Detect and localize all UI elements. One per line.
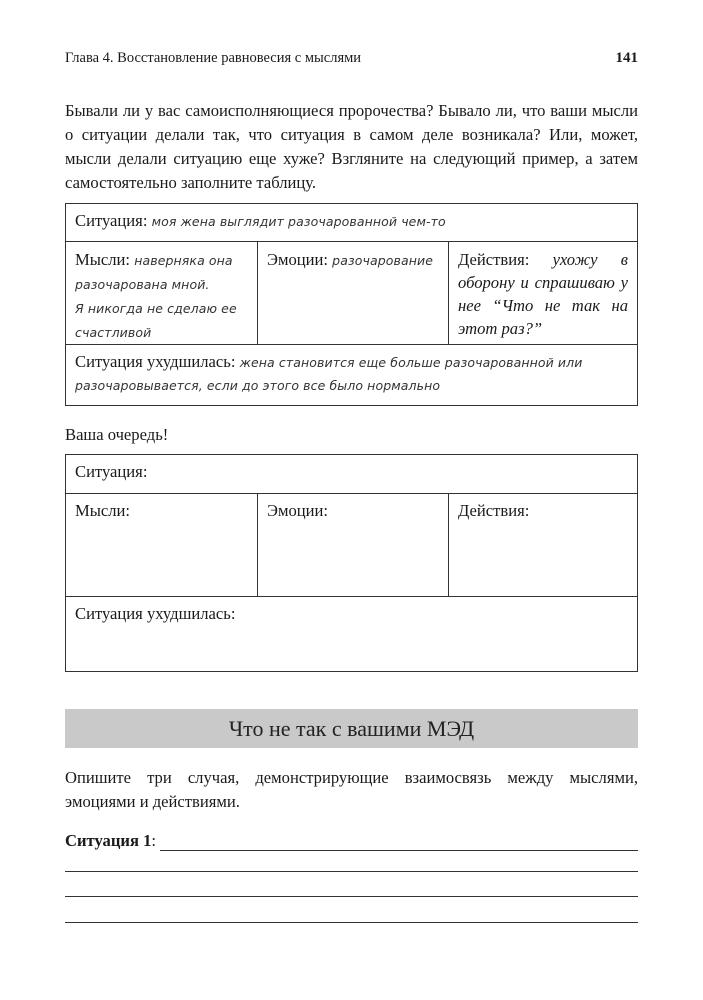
example-thoughts-value-2: Я никогда не сделаю ее счастливой — [75, 301, 237, 340]
example-situation-cell — [66, 204, 637, 241]
intro-paragraph: Бывали ли у вас самоисполняющиеся пророчества? Бывало ли, что ваши мысли о ситуации делали так, что ситуация в самом деле возникала? Или, может, мысли делали ситуацию еще хуже? Взгляните на следующий пример, а затем самостоятельно заполните таблицу. — [65, 101, 638, 192]
example-situation-value: моя жена выглядит разочарованной чем-то — [151, 214, 446, 229]
example-actions-cell — [448, 242, 637, 344]
blank-actions-cell — [448, 494, 637, 596]
blank-worse-cell — [66, 597, 637, 631]
section-title-banner: Что не так с вашими МЭД — [65, 709, 638, 748]
blank-situation-label: Ситуация: — [75, 462, 148, 481]
example-worse-cell — [66, 345, 637, 403]
example-emotions-value: разочарование — [332, 253, 434, 268]
situation-1-colon: : — [151, 831, 157, 850]
blank-situation-cell — [66, 455, 637, 493]
blank-actions-label: Действия: — [458, 501, 530, 520]
blank-thoughts-cell — [66, 494, 257, 596]
example-thoughts-value-1: наверняка она разочарована мной. — [75, 253, 233, 292]
example-situation-label: Ситуация: — [75, 211, 148, 230]
page-header — [65, 50, 638, 67]
example-thoughts-label: Мысли: — [75, 250, 131, 269]
example-table — [65, 203, 638, 406]
example-emotions-label: Эмоции: — [267, 250, 329, 269]
chapter-title: Глава 4. Восстановление равновесия с мыслями — [65, 50, 362, 66]
situation-1-line — [65, 831, 638, 851]
page-number: 141 — [615, 50, 638, 66]
example-worse-label: Ситуация ухудшилась: — [75, 352, 236, 371]
write-line-1 — [65, 871, 638, 872]
example-actions-value: ухожу в оборону и спрашиваю у нее “Что не так на этот раз?” — [458, 250, 628, 338]
example-actions-label: Действия: — [458, 250, 530, 269]
instruction-paragraph: Опишите три случая, демонстрирующие взаимосвязь между мыслями, эмоциями и действиями. — [65, 768, 638, 811]
example-mea-row — [66, 242, 637, 345]
blank-emotions-label: Эмоции: — [267, 501, 329, 520]
blank-worse-row — [66, 597, 637, 631]
example-worse-row — [66, 345, 637, 403]
blank-table — [65, 454, 638, 672]
example-situation-row — [66, 204, 637, 242]
blank-mea-row — [66, 494, 637, 597]
blank-situation-row — [66, 455, 637, 494]
blank-thoughts-label: Мысли: — [75, 501, 131, 520]
situation-1-label: Ситуация 1 — [65, 831, 152, 850]
blank-emotions-cell — [257, 494, 448, 596]
situation-1-write-line — [160, 834, 638, 851]
blank-worse-label: Ситуация ухудшилась: — [75, 604, 236, 623]
write-line-2 — [65, 896, 638, 897]
example-worse-value: жена становится еще больше разочарованной или разочаровывается, если до этого все было нормально — [75, 355, 583, 393]
example-thoughts-cell — [66, 242, 257, 344]
write-line-3 — [65, 922, 638, 923]
example-emotions-cell — [257, 242, 448, 344]
your-turn-heading: Ваша очередь! — [65, 425, 169, 444]
